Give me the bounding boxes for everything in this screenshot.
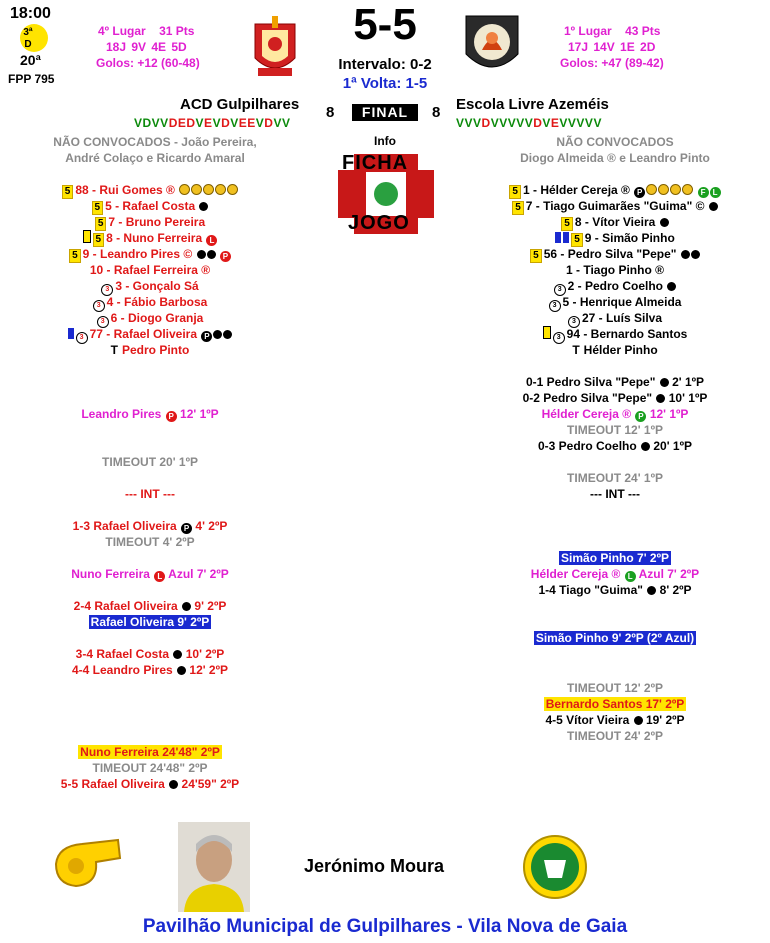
event-yellow-card: Nuno Ferreira 24'48" 2ºP	[80, 745, 220, 759]
home-player-row[interactable]: 5 9 - Leandro Pires © P	[0, 246, 300, 263]
event-timeout: TIMEOUT 24' 1ºP	[567, 471, 663, 485]
event-goal: 3-4 Rafael Costa 10' 2ºP	[75, 647, 225, 661]
event-interval: --- INT ---	[590, 487, 640, 501]
home-player-row[interactable]: 3 77 - Rafael Oliveira P	[0, 326, 300, 344]
away-player-row[interactable]: 3 94 - Bernardo Santos	[460, 326, 770, 344]
home-player-row[interactable]: 10 - Rafael Ferreira ®	[89, 263, 211, 277]
event-goal: 1-4 Tiago "Guima" 8' 2ºP	[538, 583, 692, 597]
home-goals: Golos: +12 (60-48)	[96, 56, 200, 70]
fpp-label: FPP 795	[8, 72, 55, 86]
event-timeout: TIMEOUT 20' 1ºP	[102, 455, 198, 469]
event-card: Hélder Cereja ® L Azul 7' 2ºP	[530, 567, 700, 581]
home-record: 18J 9V 4E 5D	[106, 40, 187, 54]
home-player-row[interactable]: 5 7 - Bruno Pereira	[0, 214, 300, 231]
home-not-called: NÃO CONVOCADOS - João Pereira, André Colaço e Ricardo Amaral	[53, 135, 257, 165]
home-crest	[250, 14, 300, 80]
whistle-icon	[52, 836, 124, 892]
event-goal: 5-5 Rafael Oliveira 24'59" 2ºP	[60, 777, 240, 791]
event-interval: --- INT ---	[125, 487, 175, 501]
event-penalty: Hélder Cereja ® P 12' 1ºP	[541, 407, 689, 421]
away-player-row[interactable]: 5 7 - Tiago Guimarães "Guima" ©	[460, 198, 770, 215]
final-badge: FINAL	[352, 104, 418, 121]
round-label: 20ª	[20, 52, 41, 68]
home-player-row[interactable]: 5 8 - Nuno Ferreira L	[0, 230, 300, 247]
final-score: 5-5	[353, 0, 417, 49]
first-leg-score: 1ª Volta: 1-5	[342, 75, 428, 92]
away-coach-row[interactable]: T Hélder Pinho	[572, 343, 658, 357]
away-player-row[interactable]: 3 27 - Luís Silva	[460, 310, 770, 328]
division-badge: 3ª D	[20, 24, 48, 52]
referee-photo	[178, 822, 250, 912]
away-form: VVVDVVVVVDVEVVVVV	[456, 116, 602, 130]
away-standing: 1º Lugar 43 Pts	[564, 24, 661, 38]
event-goal: 0-3 Pedro Coelho 20' 1ºP	[538, 439, 692, 453]
event-goal: 4-5 Vítor Vieira 19' 2ºP	[545, 713, 685, 727]
association-logo	[522, 834, 588, 900]
event-timeout: TIMEOUT 4' 2ºP	[105, 535, 195, 549]
event-blue-card: Rafael Oliveira 9' 2ºP	[90, 615, 210, 629]
home-coach-row[interactable]: T Pedro Pinto	[110, 343, 190, 357]
away-player-row[interactable]: 3 5 - Henrique Almeida	[460, 294, 770, 312]
ficha-jogo-button[interactable]: FICHA JOGO	[334, 150, 438, 238]
event-timeout: TIMEOUT 24'48" 2ºP	[92, 761, 208, 775]
away-player-count: 8	[432, 104, 441, 121]
event-goal: 0-2 Pedro Silva "Pepe" 10' 1ºP	[522, 391, 708, 405]
home-player-row[interactable]: 3 3 - Gonçalo Sá	[0, 278, 300, 296]
away-goals: Golos: +47 (89-42)	[560, 56, 664, 70]
event-goal: 1-3 Rafael Oliveira P 4' 2ºP	[72, 519, 228, 533]
away-player-row[interactable]: 5 1 - Hélder Cereja ® P F L	[460, 182, 770, 199]
event-blue-card: Simão Pinho 7' 2ºP	[561, 551, 669, 565]
info-label[interactable]: Info	[374, 134, 396, 148]
home-team-name: ACD Gulpilhares	[180, 96, 300, 113]
match-time: 18:00	[10, 5, 51, 22]
referee-name: Jerónimo Moura	[304, 856, 445, 876]
interval-score: Intervalo: 0-2	[338, 56, 432, 73]
away-player-row[interactable]: 5 56 - Pedro Silva "Pepe"	[460, 246, 770, 263]
event-timeout: TIMEOUT 24' 2ºP	[567, 729, 663, 743]
away-record: 17J 14V 1E 2D	[568, 40, 656, 54]
home-player-row[interactable]: 3 6 - Diogo Granja	[0, 310, 300, 328]
home-standing: 4º Lugar 31 Pts	[98, 24, 195, 38]
home-player-row[interactable]: 3 4 - Fábio Barbosa	[0, 294, 300, 312]
home-player-count: 8	[326, 104, 335, 121]
event-goal: 0-1 Pedro Silva "Pepe" 2' 1ºP	[525, 375, 705, 389]
away-crest	[462, 10, 522, 82]
venue-label: Pavilhão Municipal de Gulpilhares - Vila Nova de Gaia	[142, 916, 628, 937]
away-player-row[interactable]: 5 8 - Vítor Vieira	[460, 214, 770, 231]
event-yellow-card: Bernardo Santos 17' 2ºP	[545, 697, 685, 711]
home-player-row[interactable]: 5 5 - Rafael Costa	[0, 198, 300, 215]
away-team-name: Escola Livre Azeméis	[456, 96, 609, 113]
away-not-called: NÃO CONVOCADOS Diogo Almeida ® e Leandro Pinto	[520, 135, 710, 165]
away-player-row[interactable]: 1 - Tiago Pinho ®	[566, 263, 664, 277]
home-player-row[interactable]: 5 88 - Rui Gomes ®	[0, 182, 300, 199]
event-card: Nuno Ferreira L Azul 7' 2ºP	[71, 567, 229, 581]
event-goal: 2-4 Rafael Oliveira 9' 2ºP	[73, 599, 227, 613]
home-form: VDVVDEDVEVDVEEVDVV	[134, 116, 291, 130]
event-timeout: TIMEOUT 12' 1ºP	[567, 423, 663, 437]
away-player-row[interactable]: 3 2 - Pedro Coelho	[460, 278, 770, 296]
away-player-row[interactable]: 5 9 - Simão Pinho	[460, 230, 770, 247]
event-penalty: Leandro Pires P 12' 1ºP	[81, 407, 219, 421]
event-blue-card: Simão Pinho 9' 2ºP (2º Azul)	[535, 631, 695, 645]
event-timeout: TIMEOUT 12' 2ºP	[567, 681, 663, 695]
event-goal: 4-4 Leandro Pires 12' 2ºP	[71, 663, 228, 677]
